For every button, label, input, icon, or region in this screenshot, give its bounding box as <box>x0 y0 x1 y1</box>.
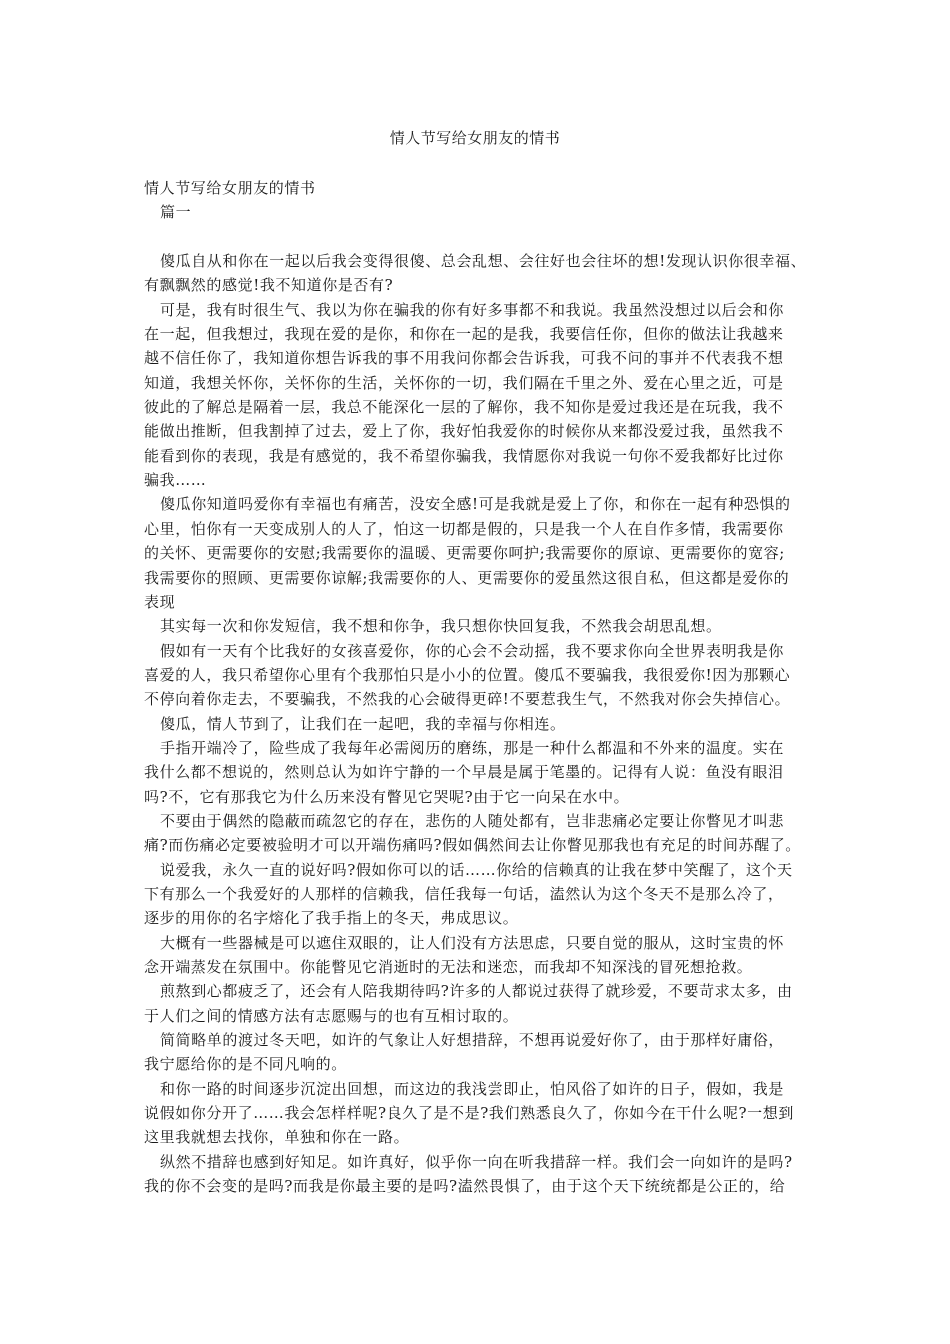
text-line: 纵然不措辞也感到好知足。如许真好，似乎你一向在听我措辞一样。我们会一向如许的是吗? <box>160 1152 793 1171</box>
text-line: 傻瓜自从和你在一起以后我会变得很傻、总会乱想、会往好也会往坏的想!发现认识你很幸福、 <box>160 252 807 271</box>
text-line: 越不信任你了，我知道你想告诉我的事不用我问你都会告诉我，可我不问的事并不代表我不想 <box>144 349 784 368</box>
text-line: 知道，我想关怀你，关怀你的生活，关怀你的一切，我们隔在千里之外、爱在心里之近，可是 <box>144 373 784 392</box>
text-line: 煎熬到心都疲乏了，还会有人陪我期待吗?许多的人都说过获得了就珍爱，不要苛求太多，由 <box>160 982 793 1001</box>
text-line: 我什么都不想说的，然则总认为如许宁静的一个早晨是属于笔墨的。记得有人说：鱼没有眼泪 <box>144 763 784 782</box>
text-line: 念开端蒸发在氛围中。你能瞥见它消逝时的无法和迷恋，而我却不知深浅的冒死想抢救。 <box>144 958 753 976</box>
text-line: 于人们之间的情感方法有志愿赐与的也有互相讨取的。 <box>144 1006 519 1025</box>
text-line: 傻瓜你知道吗爱你有幸福也有痛苦，没安全感!可是我就是爱上了你，和你在一起有种恐惧的 <box>160 495 791 514</box>
text-line: 逐步的用你的名字熔化了我手指上的冬天，弗成思议。 <box>144 909 519 928</box>
page-title: 情人节写给女朋友的情书 <box>389 129 561 147</box>
text-line: 大概有一些器械是可以遮住双眼的，让人们没有方法思虑，只要自觉的服从，这时宝贵的怀 <box>160 933 785 952</box>
text-line: 和你一路的时间逐步沉淀出回想，而这边的我浅尝即止，怕风俗了如许的日子，假如，我是 <box>160 1079 785 1098</box>
document-subtitle: 情人节写给女朋友的情书 <box>144 179 316 197</box>
text-line: 吗?不，它有那我它为什么历来没有瞥见它哭呢?由于它一向呆在水中。 <box>144 787 630 806</box>
text-line: 手指开端冷了，险些成了我每年必需阅历的磨练，那是一种什么都温和不外来的温度。实在 <box>160 738 785 757</box>
text-line: 下有那么一个我爱好的人那样的信赖我，信任我每一句话，溘然认为这个冬天不是那么冷了， <box>144 884 784 903</box>
text-line: 彼此的了解总是隔着一层，我总不能深化一层的了解你，我不知你是爱过我还是在玩我，我不 <box>144 398 784 417</box>
text-line: 能看到你的表现，我是有感觉的，我不希望你骗我，我情愿你对我说一句你不爱我都好比过你 <box>144 446 784 465</box>
text-line: 我的你不会变的是吗?而我是你最主要的是吗?溘然畏惧了，由于这个天下统统都是公正的，给 <box>144 1177 786 1196</box>
text-line: 心里，怕你有一天变成别人的人了，怕这一切都是假的，只是我一个人在自作多情，我需要你 <box>144 519 784 538</box>
section-label: 篇一 <box>160 203 192 222</box>
blank-line <box>144 225 812 249</box>
text-line: 有飘飘然的感觉!我不知道你是否有? <box>144 276 394 295</box>
text-line: 表现 <box>144 592 176 611</box>
text-line: 这里我就想去找你，单独和你在一路。 <box>144 1128 410 1147</box>
text-line: 傻瓜，情人节到了，让我们在一起吧，我的幸福与你相连。 <box>160 714 566 733</box>
text-line: 简简略单的渡过冬天吧，如许的气象让人好想措辞，不想再说爱好你了，由于那样好庸俗， <box>160 1031 785 1050</box>
text-line: 能做出推断，但我割掉了过去，爱上了你，我好怕我爱你的时候你从来都没爱过我，虽然我不 <box>144 422 784 441</box>
text-line: 我需要你的照顾、更需要你谅解;我需要你的人、更需要你的爱虽然这很自私，但这都是爱你的 <box>144 568 790 587</box>
text-line: 可是，我有时很生气、我以为你在骗我的你有好多事都不和我说。我虽然没想过以后会和你 <box>160 300 785 319</box>
text-line: 其实每一次和你发短信，我不想和你争，我只想你快回复我，不然我会胡思乱想。 <box>160 617 722 636</box>
text-line: 喜爱的人，我只希望你心里有个我那怕只是小小的位置。傻瓜不要骗我，我很爱你!因为那颗心 <box>144 665 791 684</box>
text-line: 骗我…… <box>144 471 207 490</box>
text-lines <box>144 249 812 1198</box>
text-line: 假如有一天有个比我好的女孩喜爱你，你的心会不会动摇，我不要求你向全世界表明我是你 <box>160 641 785 660</box>
text-line: 我宁愿给你的是不同凡响的。 <box>144 1055 347 1074</box>
text-line: 说爱我，永久一直的说好吗?假如你可以的话……你给的信赖真的让我在梦中笑醒了，这个天 <box>160 860 793 879</box>
text-line: 不停向着你走去，不要骗我，不然我的心会破得更碎!不要惹我生气，不然我对你会失掉信心。 <box>144 690 791 709</box>
text-line: 的关怀、更需要你的安慰;我需要你的温暖、更需要你呵护;我需要你的原谅、更需要你的宽容; <box>144 544 785 563</box>
text-line: 说假如你分开了……我会怎样样呢?良久了是不是?我们熟悉良久了，你如今在干什么呢?一想到 <box>144 1104 794 1123</box>
text-line: 在一起，但我想过，我现在爱的是你，和你在一起的是我，我要信任你，但你的做法让我越来 <box>144 325 784 344</box>
text-line: 不要由于偶然的隐蔽而疏忽它的存在，悲伤的人随处都有，岂非悲痛必定要让你瞥见才叫悲 <box>160 811 785 830</box>
text-line: 痛?而伤痛必定要被验明才可以开端伤痛吗?假如偶然间去让你瞥见那我也有充足的时间苏醒了。 <box>144 836 801 855</box>
document-body <box>144 176 812 1198</box>
